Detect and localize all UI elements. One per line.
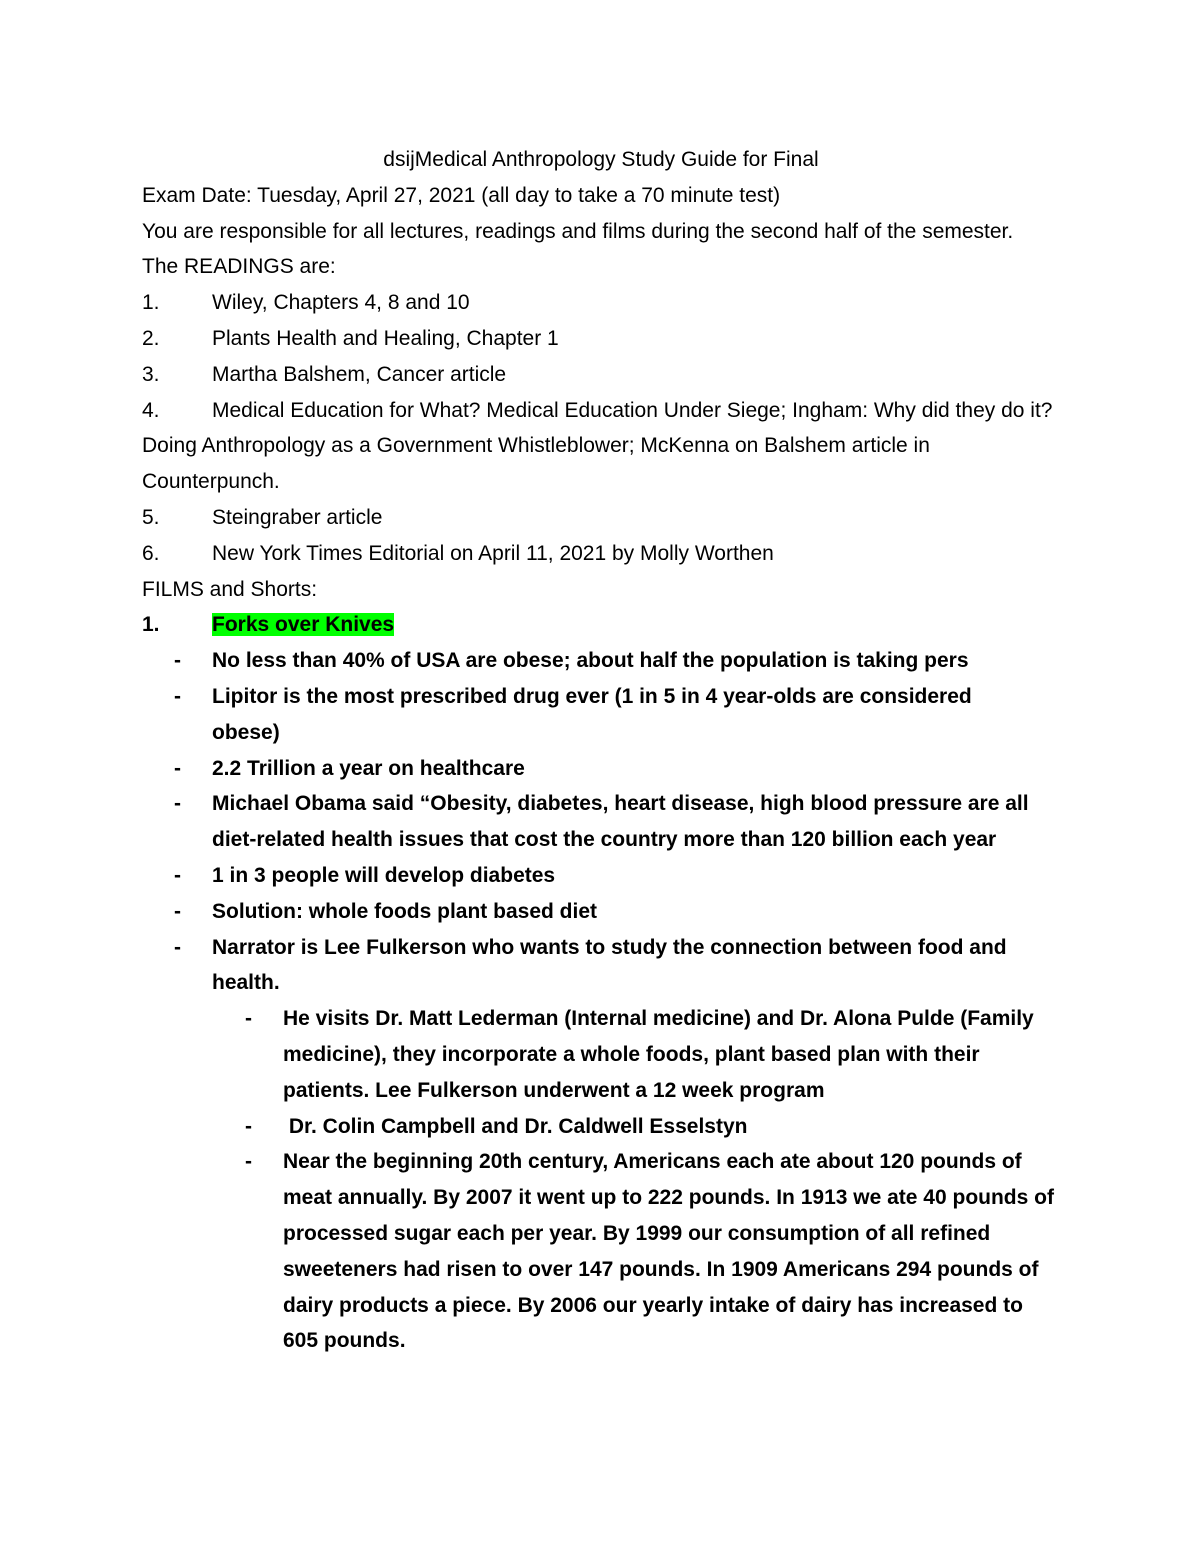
reading-text: Steingraber article: [212, 505, 383, 529]
readings-heading: The READINGS are:: [142, 255, 336, 279]
list-item: [142, 894, 1060, 930]
sub-list-item: [142, 1001, 1055, 1108]
reading-number: 4.: [142, 398, 160, 422]
reading-item: [142, 536, 1060, 572]
reading-item: [142, 393, 1062, 500]
sub-bullet-text: Near the beginning 20th century, Americans each ate about 120 pounds of meat annually. By 2007 it went up to 222 pounds. In 1913 we ate 40 pounds of processed sugar each per year. By 1999 our consumption of all refined sweeteners had risen to over 147 pounds. In 1909 Americans 294 pounds of dairy products a piece. By 2006 our yearly intake of dairy has increased to 605 pounds.: [283, 1150, 1054, 1353]
dash-bullet: -: [174, 792, 181, 816]
dash-bullet: -: [245, 1114, 252, 1138]
sub-bullet-text: He visits Dr. Matt Lederman (Internal medicine) and Dr. Alona Pulde (Family medicine), they incorporate a whole foods, plant based plan with their patients. Lee Fulkerson underwent a 12 week program: [283, 1007, 1034, 1102]
sub-list-item: [142, 1144, 1055, 1359]
dash-bullet: -: [174, 899, 181, 923]
reading-text: Plants Health and Healing, Chapter 1: [212, 326, 559, 350]
bullet-text: 2.2 Trillion a year on healthcare: [212, 756, 525, 780]
film-title: Forks over Knives: [212, 613, 395, 637]
document-title: dsijMedical Anthropology Study Guide for Final: [383, 148, 819, 171]
reading-item: [142, 285, 1060, 321]
responsibility-text: You are responsible for all lectures, readings and films during the second half of the semester.: [142, 219, 1014, 243]
sub-bullet-text: Dr. Colin Campbell and Dr. Caldwell Esselstyn: [283, 1114, 748, 1138]
bullet-text: 1 in 3 people will develop diabetes: [212, 863, 556, 887]
list-item: [142, 930, 1034, 1002]
reading-number: 6.: [142, 541, 160, 565]
dash-bullet: -: [174, 649, 181, 673]
list-item: [142, 858, 1060, 894]
reading-text: Medical Education for What? Medical Education Under Siege; Ingham: Why did they do it? Doing Anthropology as a Government Whistleblower; McKenna on Balshem article in Counterpunch.: [142, 398, 1053, 494]
list-item: [142, 786, 1054, 858]
list-item: [142, 751, 1060, 787]
reading-item: [142, 357, 1060, 393]
dash-bullet: -: [174, 684, 181, 708]
list-item: [142, 679, 994, 751]
film-item: [142, 607, 1060, 643]
reading-number: 5.: [142, 505, 160, 529]
film-number: 1.: [142, 613, 160, 637]
dash-bullet: -: [174, 863, 181, 887]
reading-item: [142, 321, 1060, 357]
reading-text: Wiley, Chapters 4, 8 and 10: [212, 291, 470, 315]
reading-text: New York Times Editorial on April 11, 2021 by Molly Worthen: [212, 541, 774, 565]
reading-number: 3.: [142, 362, 160, 386]
reading-item: [142, 500, 1060, 536]
bullet-text: Michael Obama said “Obesity, diabetes, heart disease, high blood pressure are all diet-related health issues that cost the country more than 120 billion each year: [212, 792, 1029, 852]
films-heading: FILMS and Shorts:: [142, 577, 318, 601]
bullet-text: Lipitor is the most prescribed drug ever (1 in 5 in 4 year-olds are considered obese): [212, 684, 972, 744]
dash-bullet: -: [174, 935, 181, 959]
dash-bullet: -: [174, 756, 181, 780]
dash-bullet: -: [245, 1007, 252, 1031]
reading-text: Martha Balshem, Cancer article: [212, 362, 507, 386]
list-item: [142, 643, 1060, 679]
sub-list-item: [142, 1109, 1060, 1145]
bullet-text: Narrator is Lee Fulkerson who wants to study the connection between food and health.: [212, 935, 1007, 995]
exam-date: Exam Date: Tuesday, April 27, 2021 (all day to take a 70 minute test): [142, 183, 781, 207]
bullet-text: No less than 40% of USA are obese; about half the population is taking pers: [212, 649, 969, 673]
dash-bullet: -: [245, 1150, 252, 1174]
bullet-text: Solution: whole foods plant based diet: [212, 899, 597, 923]
reading-number: 2.: [142, 326, 160, 350]
reading-number: 1.: [142, 291, 160, 315]
